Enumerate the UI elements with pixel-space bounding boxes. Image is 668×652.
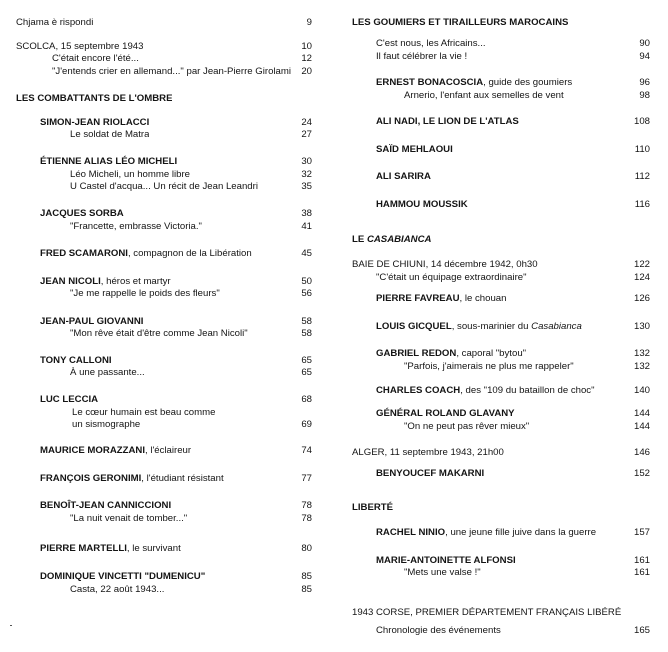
toc-entry-title: "Francette, embrasse Victoria.": [70, 221, 202, 232]
toc-entry-name: RACHEL NINIO: [376, 527, 446, 538]
toc-entry-subtitle: , sous-marinier du: [451, 321, 532, 332]
toc-entry-title: [376, 143, 453, 157]
toc-entry: [352, 115, 650, 129]
toc-entry-name: HAMMOU MOUSSIK: [376, 199, 468, 210]
toc-entry-title: [40, 499, 171, 513]
toc-entry: [352, 37, 650, 51]
toc-entry: [16, 366, 312, 380]
toc-page-number: 161: [633, 567, 650, 578]
toc-page-number: 146: [633, 447, 650, 458]
toc-entry-title: "La nuit venait de tomber...": [70, 513, 188, 524]
toc-entry-title: "C'était un équipage extraordinaire": [376, 272, 527, 283]
toc-entry: [16, 327, 312, 341]
toc-entry: [352, 407, 650, 421]
toc-entry-name: TONY CALLONI: [40, 355, 112, 366]
toc-entry: [16, 512, 312, 526]
toc-page-number: 24: [301, 117, 312, 128]
toc-entry-subtitle: , l'éclaireur: [145, 445, 192, 456]
toc-page-number: 161: [633, 555, 650, 566]
toc-page-number: 85: [301, 571, 312, 582]
toc-page-number: 94: [639, 51, 650, 62]
toc-entry-name: BENYOUCEF MAKARNI: [376, 468, 485, 479]
toc-page-number: 58: [301, 316, 312, 327]
toc-entry-name: SAÏD MEHLAOUI: [376, 144, 453, 155]
toc-page-number: 132: [633, 348, 650, 359]
toc-page-number: 68: [301, 394, 312, 405]
toc-page-number: 74: [301, 445, 312, 456]
toc-entry-title: "Mets une valse !": [404, 567, 481, 578]
toc-page-number: 58: [301, 328, 312, 339]
toc-entry-name: DOMINIQUE VINCETTI "DUMENICU": [40, 571, 206, 582]
toc-entry-name: MAURICE MORAZZANI: [40, 445, 145, 456]
toc-page-number: 41: [301, 221, 312, 232]
toc-entry-title: [376, 347, 526, 361]
toc-entry: [16, 393, 312, 407]
toc-entry-name: JEAN NICOLI: [40, 276, 101, 287]
toc-entry-title: [376, 76, 572, 90]
toc-entry-subtitle-italic: Casabianca: [531, 321, 582, 332]
toc-entry-title: [40, 207, 124, 221]
toc-entry-subtitle: , l'étudiant résistant: [141, 473, 224, 484]
toc-page-number: 12: [301, 53, 312, 64]
toc-entry: [16, 418, 312, 432]
toc-entry: [16, 499, 312, 513]
toc-entry: [16, 207, 312, 221]
toc-entry-title: [376, 115, 519, 129]
toc-entry-name: ERNEST BONACOSCIA: [376, 77, 484, 88]
toc-entry: [16, 583, 312, 597]
toc-entry-title: SCOLCA, 15 septembre 1943: [16, 41, 144, 52]
toc-entry-subtitle: , héros et martyr: [100, 276, 171, 287]
toc-page-number: 116: [634, 199, 650, 210]
toc-entry-title: "Je me rappelle le poids des fleurs": [70, 288, 220, 299]
toc-entry: [16, 16, 312, 30]
toc-entry-title: [352, 233, 431, 247]
toc-page-number: 90: [639, 38, 650, 49]
toc-page-number: 96: [639, 77, 650, 88]
toc-entry: [352, 233, 650, 247]
toc-entry: [352, 526, 650, 540]
toc-entry-title: C'était encore l'été...: [52, 53, 139, 64]
toc-page-number: 69: [301, 419, 312, 430]
toc-page-number: 124: [633, 272, 650, 283]
toc-entry-title: [376, 526, 596, 540]
toc-entry-title: [376, 320, 582, 334]
toc-entry-name: GÉNÉRAL ROLAND GLAVANY: [376, 408, 515, 419]
toc-entry-title: [40, 570, 205, 584]
toc-entry-name: LOUIS GICQUEL: [376, 321, 452, 332]
toc-entry-name: FRANÇOIS GERONIMI: [40, 473, 142, 484]
toc-entry-name: ALI NADI, LE LION DE L'ATLAS: [376, 116, 519, 127]
toc-entry-title: [376, 467, 484, 481]
toc-page-number: 112: [634, 171, 650, 182]
toc-page-number: 98: [639, 90, 650, 101]
toc-entry: [352, 606, 650, 620]
toc-entry: [16, 220, 312, 234]
toc-page-number: 65: [301, 367, 312, 378]
toc-entry: [16, 472, 312, 486]
toc-entry-title: [40, 542, 181, 556]
toc-entry-title: [376, 198, 468, 212]
toc-entry-name: JACQUES SORBA: [40, 208, 124, 219]
toc-entry-title: "On ne peut pas rêver mieux": [404, 421, 530, 432]
toc-entry-title: BAIE DE CHIUNI, 14 décembre 1942, 0h30: [352, 259, 538, 270]
toc-entry-title: Chjama è rispondi: [16, 17, 94, 28]
toc-entry-title: [376, 407, 515, 421]
section-heading: LIBERTÉ: [352, 502, 394, 513]
toc-page-number: 27: [301, 129, 312, 140]
toc-entry-title: un sismographe: [72, 419, 141, 430]
toc-entry: [352, 420, 650, 434]
section-heading: LES GOUMIERS ET TIRAILLEURS MAROCAINS: [352, 17, 569, 28]
toc-entry: [16, 542, 312, 556]
toc-entry: [16, 570, 312, 584]
toc-page-number: 140: [633, 385, 650, 396]
toc-entry: [352, 501, 650, 515]
section-heading-prefix: LE: [352, 234, 367, 245]
toc-page-number: 78: [301, 500, 312, 511]
toc-entry-title: Arnerio, l'enfant aux semelles de vent: [404, 90, 564, 101]
toc-page-number: 45: [301, 248, 312, 259]
toc-entry-name: PIERRE MARTELLI: [40, 543, 127, 554]
toc-entry-title: C'est nous, les Africains...: [376, 38, 486, 49]
toc-entry-subtitle: , caporal "bytou": [456, 348, 527, 359]
toc-entry-title: [376, 170, 431, 184]
toc-entry: [16, 128, 312, 142]
toc-entry: [352, 292, 650, 306]
toc-entry: [352, 347, 650, 361]
toc-entry-name: FRED SCAMARONI: [40, 248, 128, 259]
toc-page-number: 56: [301, 288, 312, 299]
section-heading-italic: CASABIANCA: [366, 234, 432, 245]
toc-entry-title: [40, 393, 98, 407]
toc-entry-subtitle: , une jeune fille juive dans la guerre: [445, 527, 597, 538]
toc-entry: [16, 287, 312, 301]
toc-entry: [352, 198, 650, 212]
toc-entry-title: [40, 247, 252, 261]
toc-entry: [352, 16, 650, 30]
toc-entry: [16, 444, 312, 458]
toc-entry-subtitle: , guide des goumiers: [483, 77, 573, 88]
toc-entry-name: LUC LECCIA: [40, 394, 99, 405]
toc-entry-name: ÉTIENNE ALIAS LÉO MICHELI: [40, 156, 178, 167]
toc-page-number: 30: [301, 156, 312, 167]
toc-page-number: 80: [301, 543, 312, 554]
toc-page-number: 9: [306, 17, 312, 28]
toc-entry-title: "Parfois, j'aimerais ne plus me rappeler": [404, 361, 574, 372]
toc-entry: [352, 360, 650, 374]
toc-page-number: 110: [634, 144, 650, 155]
section-heading: LES COMBATTANTS DE L'OMBRE: [16, 93, 173, 104]
toc-page-number: 132: [633, 361, 650, 372]
toc-entry: [352, 50, 650, 64]
toc-page-number: 130: [633, 321, 650, 332]
toc-entry-subtitle: , compagnon de la Libération: [127, 248, 252, 259]
toc-entry-title: 1943 CORSE, PREMIER DÉPARTEMENT FRANÇAIS LIBÉRÉ: [352, 607, 622, 618]
margin-mark: [10, 625, 12, 626]
toc-entry: [352, 320, 650, 334]
toc-entry-title: Il faut célébrer la vie !: [376, 51, 468, 62]
toc-entry: [352, 143, 650, 157]
toc-page-number: 157: [633, 527, 650, 538]
toc-page-number: 85: [301, 584, 312, 595]
toc-entry-subtitle: , des "109 du bataillon de choc": [460, 385, 595, 396]
toc-entry-title: ALGER, 11 septembre 1943, 21h00: [352, 447, 504, 458]
toc-page-number: 108: [633, 116, 650, 127]
toc-page-number: 38: [301, 208, 312, 219]
toc-entry-title: [376, 292, 506, 306]
toc-entry-name: PIERRE FAVREAU: [376, 293, 460, 304]
toc-page-number: 165: [633, 625, 650, 636]
toc-entry-name: JEAN-PAUL GIOVANNI: [40, 316, 144, 327]
toc-page-number: 122: [633, 259, 650, 270]
toc-entry: [16, 92, 312, 106]
toc-entry-title: Casta, 22 août 1943...: [70, 584, 165, 595]
toc-entry: [352, 384, 650, 398]
toc-entry-title: [40, 472, 224, 486]
toc-page-number: 78: [301, 513, 312, 524]
toc-entry: [352, 76, 650, 90]
toc-page-number: 126: [633, 293, 650, 304]
toc-entry-subtitle: , le chouan: [459, 293, 507, 304]
toc-entry: [352, 170, 650, 184]
toc-entry-title: Le cœur humain est beau comme: [72, 407, 216, 418]
toc-page-number: 144: [633, 408, 650, 419]
toc-page-number: 50: [301, 276, 312, 287]
toc-entry: [352, 89, 650, 103]
toc-page-number: 152: [633, 468, 650, 479]
toc-entry: [352, 446, 650, 460]
toc-entry-title: [376, 384, 595, 398]
toc-entry-title: U Castel d'acqua... Un récit de Jean Leandri: [70, 181, 258, 192]
toc-entry-name: MARIE-ANTOINETTE ALFONSI: [376, 555, 516, 566]
toc-entry: [16, 180, 312, 194]
toc-entry-title: Chronologie des événements: [376, 625, 501, 636]
toc-page-number: 32: [301, 169, 312, 180]
toc-page-number: 20: [301, 66, 312, 77]
toc-entry: [352, 467, 650, 481]
toc-page-number: 144: [633, 421, 650, 432]
toc-entry-title: À une passante...: [70, 367, 145, 378]
toc-entry-name: ALI SARIRA: [376, 171, 431, 182]
toc-entry: [16, 65, 312, 79]
toc-entry-title: Léo Micheli, un homme libre: [70, 169, 190, 180]
toc-entry-title: "Mon rêve était d'être comme Jean Nicoli": [70, 328, 248, 339]
toc-page-number: 35: [301, 181, 312, 192]
toc-page-number: 10: [301, 41, 312, 52]
toc-entry-title: Le soldat de Matra: [70, 129, 150, 140]
toc-entry: [16, 52, 312, 66]
toc-entry-title: [40, 155, 177, 169]
toc-entry-name: CHARLES COACH: [376, 385, 461, 396]
toc-entry-name: GABRIEL REDON: [376, 348, 457, 359]
toc-entry-name: SIMON-JEAN RIOLACCI: [40, 117, 150, 128]
toc-entry: [352, 624, 650, 638]
toc-entry: [352, 271, 650, 285]
toc-entry-title: "J'entends crier en allemand..." par Jean-Pierre Girolami: [52, 66, 291, 77]
toc-entry-title: [40, 444, 191, 458]
toc-entry: [16, 247, 312, 261]
toc-entry-subtitle: , le survivant: [126, 543, 181, 554]
toc-entry: [352, 566, 650, 580]
toc-entry-name: BENOÎT-JEAN CANNICCIONI: [40, 500, 172, 511]
toc-page-number: 65: [301, 355, 312, 366]
toc-page-number: 77: [301, 473, 312, 484]
toc-entry: [352, 258, 650, 272]
toc-entry: [16, 155, 312, 169]
